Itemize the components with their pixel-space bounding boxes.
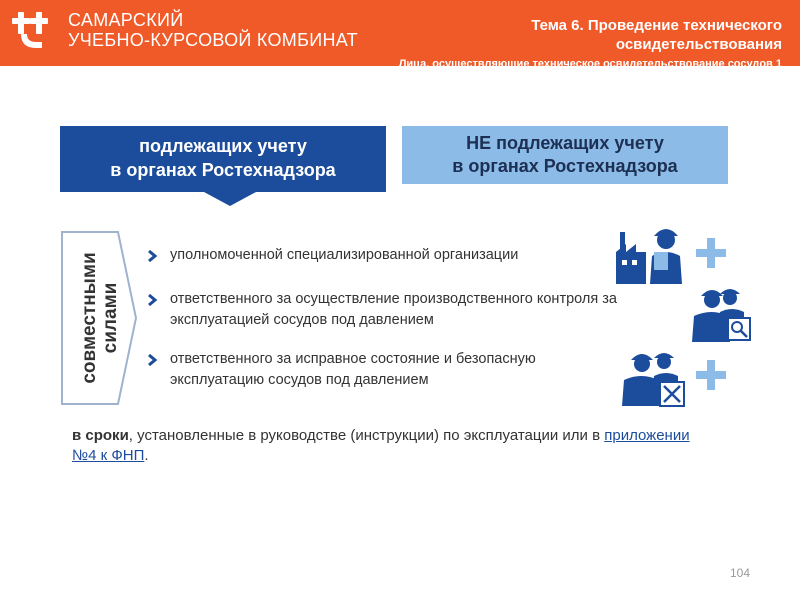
chevron-right-icon: [146, 354, 158, 366]
logo-icon: [12, 8, 58, 54]
logo-text: [68, 10, 358, 50]
logo-line1: САМАРСКИЙ: [68, 10, 184, 30]
chevron-right-icon: [146, 250, 158, 262]
jointly-label: [79, 233, 121, 403]
header-bar: [0, 0, 800, 70]
deadline-note: [72, 426, 692, 466]
not-registered-box-line1: НЕ подлежащих учету: [466, 133, 664, 153]
deadline-note-text: , установленные в руководстве (инструкции) по эксплуатации или в: [128, 427, 605, 444]
registered-box-line2: в органах Ростехнадзора: [110, 160, 336, 180]
factory-worker-icon: [614, 222, 686, 288]
jointly-label-line1: совместными: [79, 252, 100, 384]
registered-box-line1: подлежащих учету: [139, 136, 307, 156]
list-item-text: ответственного за исправное состояние и безопасную эксплуатацию сосудов под давлением: [170, 351, 536, 388]
not-registered-box: [402, 126, 728, 184]
topic-subtitle: Лица, осуществляющие техническое освидетельствование сосудов 1: [398, 58, 782, 70]
jointly-label-line2: силами: [100, 282, 121, 354]
jointly-label-box: [60, 230, 140, 406]
topic-title: Тема 6. Проведение технического освидетельствования: [531, 17, 782, 53]
appendix-link[interactable]: приложении №4 к ФНП: [72, 427, 690, 464]
deadline-note-end: .: [144, 447, 149, 464]
list-item-text: ответственного за осуществление производственного контроля за эксплуатацией сосудов под давлением: [170, 291, 617, 328]
workers-tools-icon: [618, 346, 690, 412]
workers-inspection-icon: [682, 282, 752, 348]
deadline-note-bold: в сроки: [72, 427, 129, 444]
logo-line2: УЧЕБНО-КУРСОВОЙ КОМБИНАТ: [68, 30, 358, 50]
list-item-text: уполномоченной специализированной организации: [170, 247, 519, 263]
registered-box-text: [60, 134, 386, 182]
chevron-right-icon: [146, 294, 158, 306]
not-registered-box-line2: в органах Ростехнадзора: [452, 156, 678, 176]
registered-box: [60, 126, 386, 206]
page-number: 104: [730, 566, 751, 580]
plus-icon: [696, 360, 726, 390]
plus-icon: [696, 238, 726, 268]
